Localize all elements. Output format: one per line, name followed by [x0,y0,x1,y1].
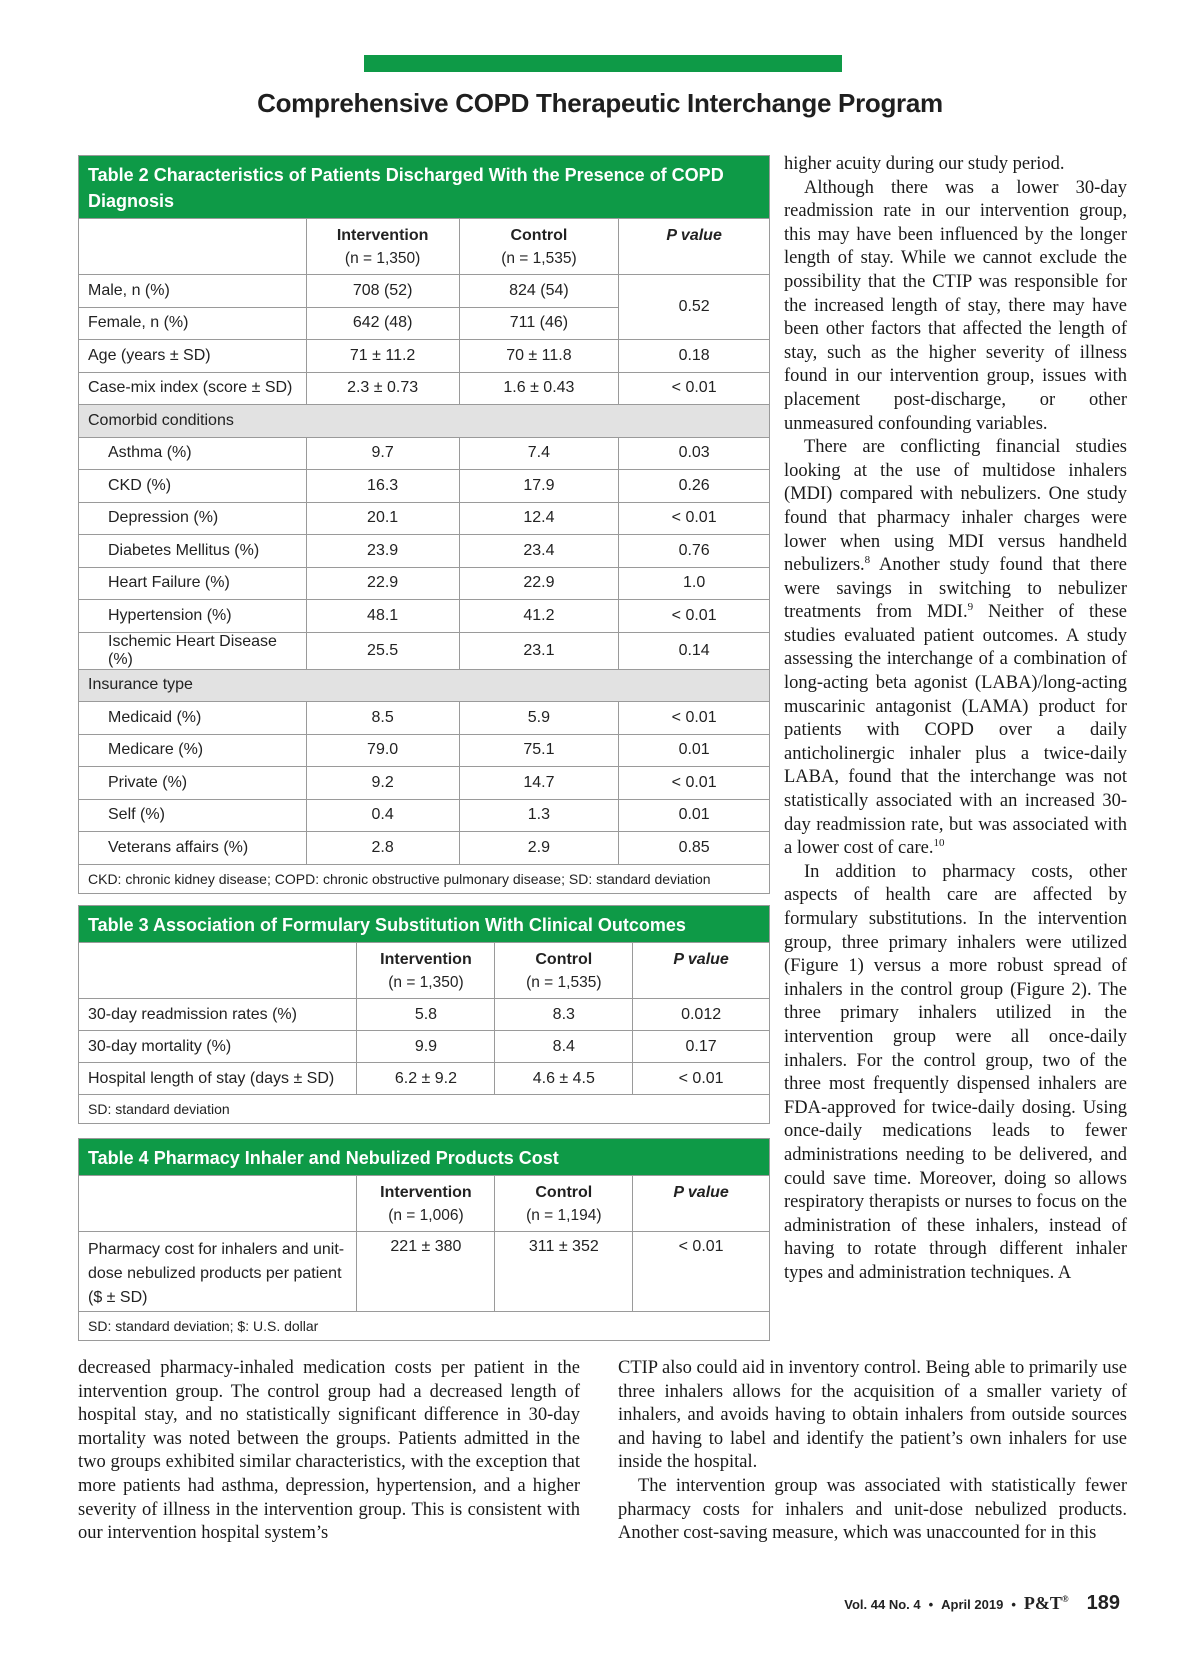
paragraph: In addition to pharmacy costs, other aspects of health care are affected by formulary substitutions. In the intervention group, three primary inhalers were utilized (Figure 1) versus a more robust spread of inhalers in the control group (Figure 2). The three primary inhalers utilized in the intervention group were all once-daily inhalers. For the control group, two of the three most frequently dispensed inhalers are FDA-approved for twice-daily dosing. Using once-daily medications leads to fewer administrations needing to be delivered, and could save time. Moreover, doing so allows respiratory therapists or nurses to focus on the administration of these inhalers, instead of having to rotate through different inhaler types and administration techniques. A [784,861,1127,1283]
paragraph: higher acuity during our study period. [784,154,1065,174]
table-footnote-row: SD: standard deviation; $: U.S. dollar [79,1312,770,1341]
table-header-row [79,943,770,999]
column-header: Intervention (n = 1,006) [357,1176,495,1232]
table-row: Female, n (%) 642 (48) 711 (46) [79,307,770,340]
table-row: Ischemic Heart Disease (%) 25.5 23.1 0.14 [79,632,770,669]
table-row: Depression (%) 20.1 12.4 < 0.01 [79,502,770,535]
table-row: Medicaid (%) 8.5 5.9 < 0.01 [79,702,770,735]
section-heading-row: Insurance type [79,669,770,702]
separator: • [1011,1597,1016,1612]
reference-mark: 8 [864,553,871,566]
paragraph: The intervention group was associated with statistically fewer pharmacy costs for inhalers and unit-dose nebulized products. Another cost-saving measure, which was unaccounted for in this [618,1475,1127,1544]
page-number: 189 [1086,1592,1120,1614]
table-row: Case-mix index (score ± SD) 2.3 ± 0.73 1.6 ± 0.43 < 0.01 [79,372,770,405]
paragraph: CTIP also could aid in inventory control. Being able to primarily use three inhalers allows for the acquisition of a smaller variety of inhalers, and avoids having to obtain inhalers from outside sources and having to label and identify the patient’s own inhalers for use inside the hospital. [618,1358,1127,1473]
table-4-caption: Table 4 Pharmacy Inhaler and Nebulized Products Cost [78,1138,770,1175]
column-header: P value [619,219,770,275]
column-header: P value [633,1176,770,1232]
bottom-right-column-text [618,1357,1127,1546]
separator: • [928,1597,934,1612]
page-footer [844,1592,1120,1615]
column-header: Control (n = 1,535) [495,943,633,999]
column-header: Control (n = 1,194) [495,1176,633,1232]
column-header: Intervention (n = 1,350) [306,219,459,275]
bottom-left-column-text [78,1357,580,1546]
table-row: CKD (%) 16.3 17.9 0.26 [79,470,770,503]
table-row: Male, n (%) 708 (52) 824 (54) 0.52 [79,275,770,308]
table-row: Age (years ± SD) 71 ± 11.2 70 ± 11.8 0.18 [79,340,770,373]
table-row: 30-day mortality (%) 9.9 8.4 0.17 [79,1031,770,1063]
right-column-text [784,153,1127,1286]
column-header: Control (n = 1,535) [459,219,619,275]
table-4 [78,1138,770,1341]
column-header: Intervention (n = 1,350) [357,943,495,999]
table-row: Self (%) 0.4 1.3 0.01 [79,799,770,832]
paragraph: Although there was a lower 30-day readmission rate in our intervention group, this may have been influenced by the longer length of stay. While we cannot exclude the possibility that the CTIP was responsible for the increased length of stay, there may have been other factors that affected the length of stay, such as the higher severity of illness found in our intervention group, issues with placement post-discharge, or other unmeasured confounding variables. [784,177,1127,434]
table-row: Hypertension (%) 48.1 41.2 < 0.01 [79,600,770,633]
table-footnote-row: SD: standard deviation [79,1095,770,1124]
table-row: Asthma (%) 9.7 7.4 0.03 [79,437,770,470]
table-3 [78,905,770,1124]
table-row: Diabetes Mellitus (%) 23.9 23.4 0.76 [79,535,770,568]
journal-logo: P&T® [1023,1593,1069,1613]
reference-mark: 9 [967,601,974,614]
table-row: Heart Failure (%) 22.9 22.9 1.0 [79,567,770,600]
header-accent-bar [364,55,842,72]
table-header-row [79,219,770,275]
paragraph: There are conflicting financial studies looking at the use of multidose inhalers (MDI) compared with nebulizers. One study found that pharmacy inhaler charges were lower when using MDI versus handheld nebulizers.$^8$ Another study found that there were savings in switching to nebulizer treatments from MDI.$^9$ Neither of these studies evaluated patient outcomes. A study assessing the interchange of a combination of long-acting beta agonist (LABA)/long-acting muscarinic antagonist (LAMA) product for patients with COPD over a daily anticholinergic inhaler plus a twice-daily LABA, found that the interchange was not statistically associated with an increased 30-day readmission rate, but was associated with a lower cost of care.$^{10}$ [784,437,1127,859]
table-2-caption: Table 2 Characteristics of Patients Discharged With the Presence of COPD Diagnosis [78,155,770,218]
paragraph: decreased pharmacy-inhaled medication costs per patient in the intervention group. The control group had a decreased length of hospital stay, and no statistically significant difference in 30-day mortality was noted between the groups. Patients admitted in the two groups exhibited similar characteristics, with the exception that more patients had asthma, depression, hypertension, and a higher severity of illness in the intervention group. This is consistent with our intervention hospital system’s [78,1358,580,1544]
table-row: Medicare (%) 79.0 75.1 0.01 [79,734,770,767]
table-row: Hospital length of stay (days ± SD) 6.2 ± 9.2 4.6 ± 4.5 < 0.01 [79,1063,770,1095]
table-header-row [79,1176,770,1232]
table-row: Pharmacy cost for inhalers and unit-dose nebulized products per patient ($ ± SD) 221 ± 380 311 ± 352 < 0.01 [79,1232,770,1312]
date-label: April 2019 [941,1597,1004,1612]
column-header: P value [633,943,770,999]
table-2 [78,155,770,894]
table-3-caption: Table 3 Association of Formulary Substitution With Clinical Outcomes [78,905,770,942]
table-footnote-row: CKD: chronic kidney disease; COPD: chronic obstructive pulmonary disease; SD: standard deviation [79,864,770,893]
section-heading-row: Comorbid conditions [79,405,770,438]
table-row: Veterans affairs (%) 2.8 2.9 0.85 [79,832,770,865]
issue-label: Vol. 44 No. 4 [844,1597,921,1612]
running-title: Comprehensive COPD Therapeutic Interchange Program [257,88,943,118]
table-row: 30-day readmission rates (%) 5.8 8.3 0.012 [79,999,770,1031]
table-row: Private (%) 9.2 14.7 < 0.01 [79,767,770,800]
reference-mark: 10 [933,837,945,850]
